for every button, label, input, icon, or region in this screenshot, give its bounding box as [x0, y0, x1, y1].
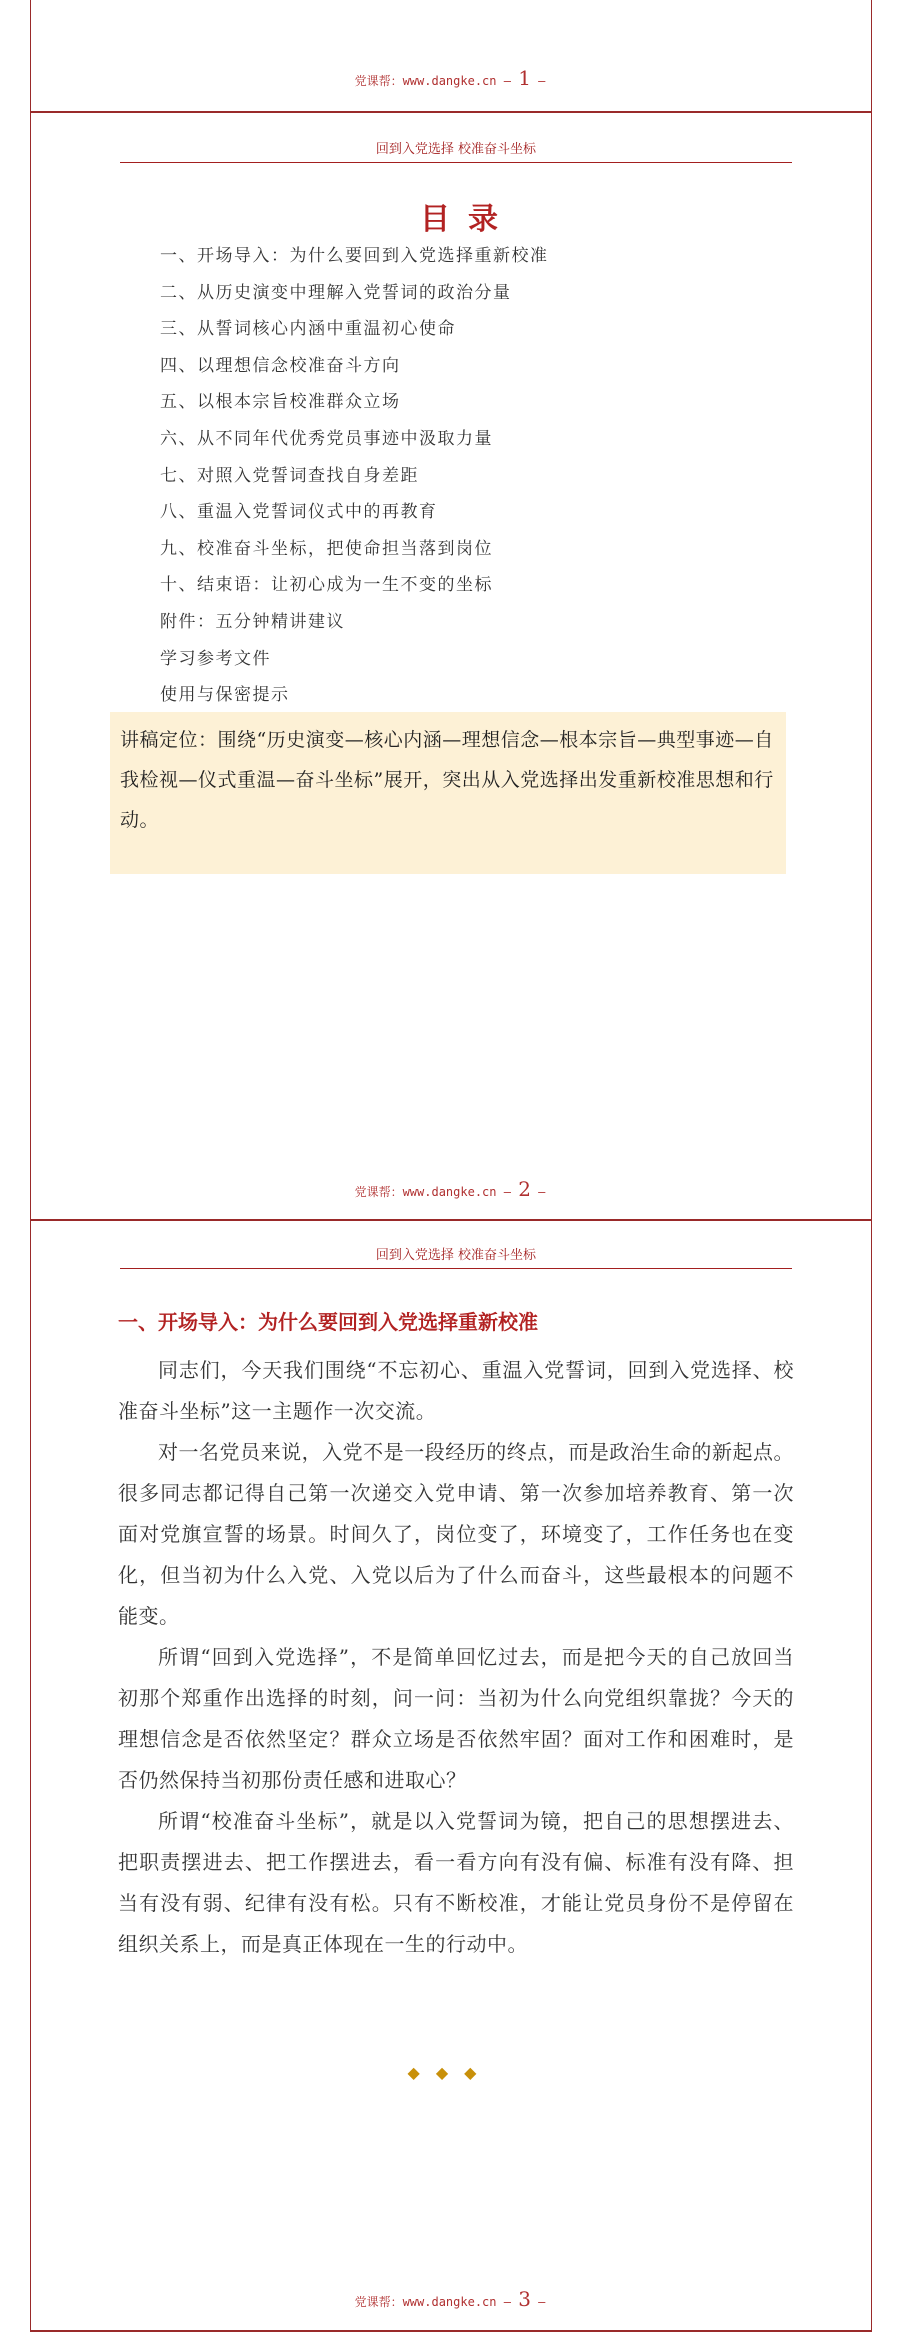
page-footer	[0, 66, 900, 90]
toc-title: 目录	[420, 202, 516, 237]
footer-site: 党课帮：www.dangke.cn	[354, 2295, 497, 2309]
footer-dash: —	[503, 74, 511, 88]
page-footer	[0, 1177, 900, 1201]
table-of-contents	[160, 238, 549, 714]
toc-item[interactable]: 附件：五分钟精讲建议	[160, 611, 345, 632]
toc-item[interactable]: 学习参考文件	[160, 648, 271, 669]
page-divider	[30, 2330, 872, 2332]
page-number: 1	[518, 66, 531, 90]
body-paragraph: 所谓“校准奋斗坐标”，就是以入党誓词为镜，把自己的思想摆进去、把职责摆进去、把工作摆进去，看一看方向有没有偏、标准有没有降、担当有没有弱、纪律有没有松。只有不断校准，才能让党员身份不是停留在组织关系上，而是真正体现在一生的行动中。	[118, 1809, 794, 1956]
footer-site: 党课帮：www.dangke.cn	[354, 1185, 497, 1199]
section-title: 一、开场导入：为什么要回到入党选择重新校准	[118, 1310, 538, 1334]
toc-item[interactable]: 八、重温入党誓词仪式中的再教育	[160, 502, 438, 523]
footer-dash: —	[538, 1185, 546, 1199]
toc-item[interactable]: 七、对照入党誓词查找自身差距	[160, 465, 419, 486]
toc-item[interactable]: 一、开场导入：为什么要回到入党选择重新校准	[160, 246, 549, 266]
body-paragraph: 所谓“回到入党选择”，不是简单回忆过去，而是把今天的自己放回当初那个郑重作出选择的时刻，问一问：当初为什么向党组织靠拢？今天的理想信念是否依然坚定？群众立场是否依然牢固？面对工作和困难时，是否仍然保持当初那份责任感和进取心？	[118, 1645, 794, 1792]
footer-site: 党课帮：www.dangke.cn	[354, 74, 497, 88]
positioning-note: 讲稿定位：围绕“历史演变—核心内涵—理想信念—根本宗旨—典型事迹—自我检视—仪式重温—奋斗坐标”展开，突出从入党选择出发重新校准思想和行动。	[110, 712, 786, 874]
toc-item[interactable]: 使用与保密提示	[160, 685, 290, 706]
page-1-frame	[30, 0, 872, 112]
footer-dash: —	[503, 1185, 511, 1199]
toc-item[interactable]: 九、校准奋斗坐标，把使命担当落到岗位	[160, 538, 493, 559]
body-paragraph: 同志们，今天我们围绕“不忘初心、重温入党誓词，回到入党选择、校准奋斗坐标”这一主题作一次交流。	[118, 1358, 794, 1423]
diamond-separator-icon: ◆◆◆	[407, 2063, 493, 2082]
page-number: 2	[518, 1177, 531, 1201]
page-number: 3	[518, 2287, 531, 2311]
footer-dash: —	[503, 2295, 511, 2309]
page-header: 回到入党选择 校准奋斗坐标	[120, 1244, 792, 1269]
toc-item[interactable]: 三、从誓词核心内涵中重温初心使命	[160, 319, 456, 340]
toc-item[interactable]: 二、从历史演变中理解入党誓词的政治分量	[160, 282, 512, 303]
footer-dash: —	[538, 74, 546, 88]
section-body	[118, 1350, 794, 1965]
toc-item[interactable]: 四、以理想信念校准奋斗方向	[160, 355, 401, 376]
page-footer	[0, 2287, 900, 2311]
page-header: 回到入党选择 校准奋斗坐标	[120, 138, 792, 163]
footer-dash: —	[538, 2295, 546, 2309]
toc-item[interactable]: 十、结束语：让初心成为一生不变的坐标	[160, 575, 493, 596]
body-paragraph: 对一名党员来说，入党不是一段经历的终点，而是政治生命的新起点。很多同志都记得自己第一次递交入党申请、第一次参加培养教育、第一次面对党旗宣誓的场景。时间久了，岗位变了，环境变了，工作任务也在变化，但当初为什么入党、入党以后为了什么而奋斗，这些最根本的问题不能变。	[118, 1440, 794, 1628]
toc-item[interactable]: 五、以根本宗旨校准群众立场	[160, 392, 401, 413]
toc-item[interactable]: 六、从不同年代优秀党员事迹中汲取力量	[160, 428, 493, 449]
